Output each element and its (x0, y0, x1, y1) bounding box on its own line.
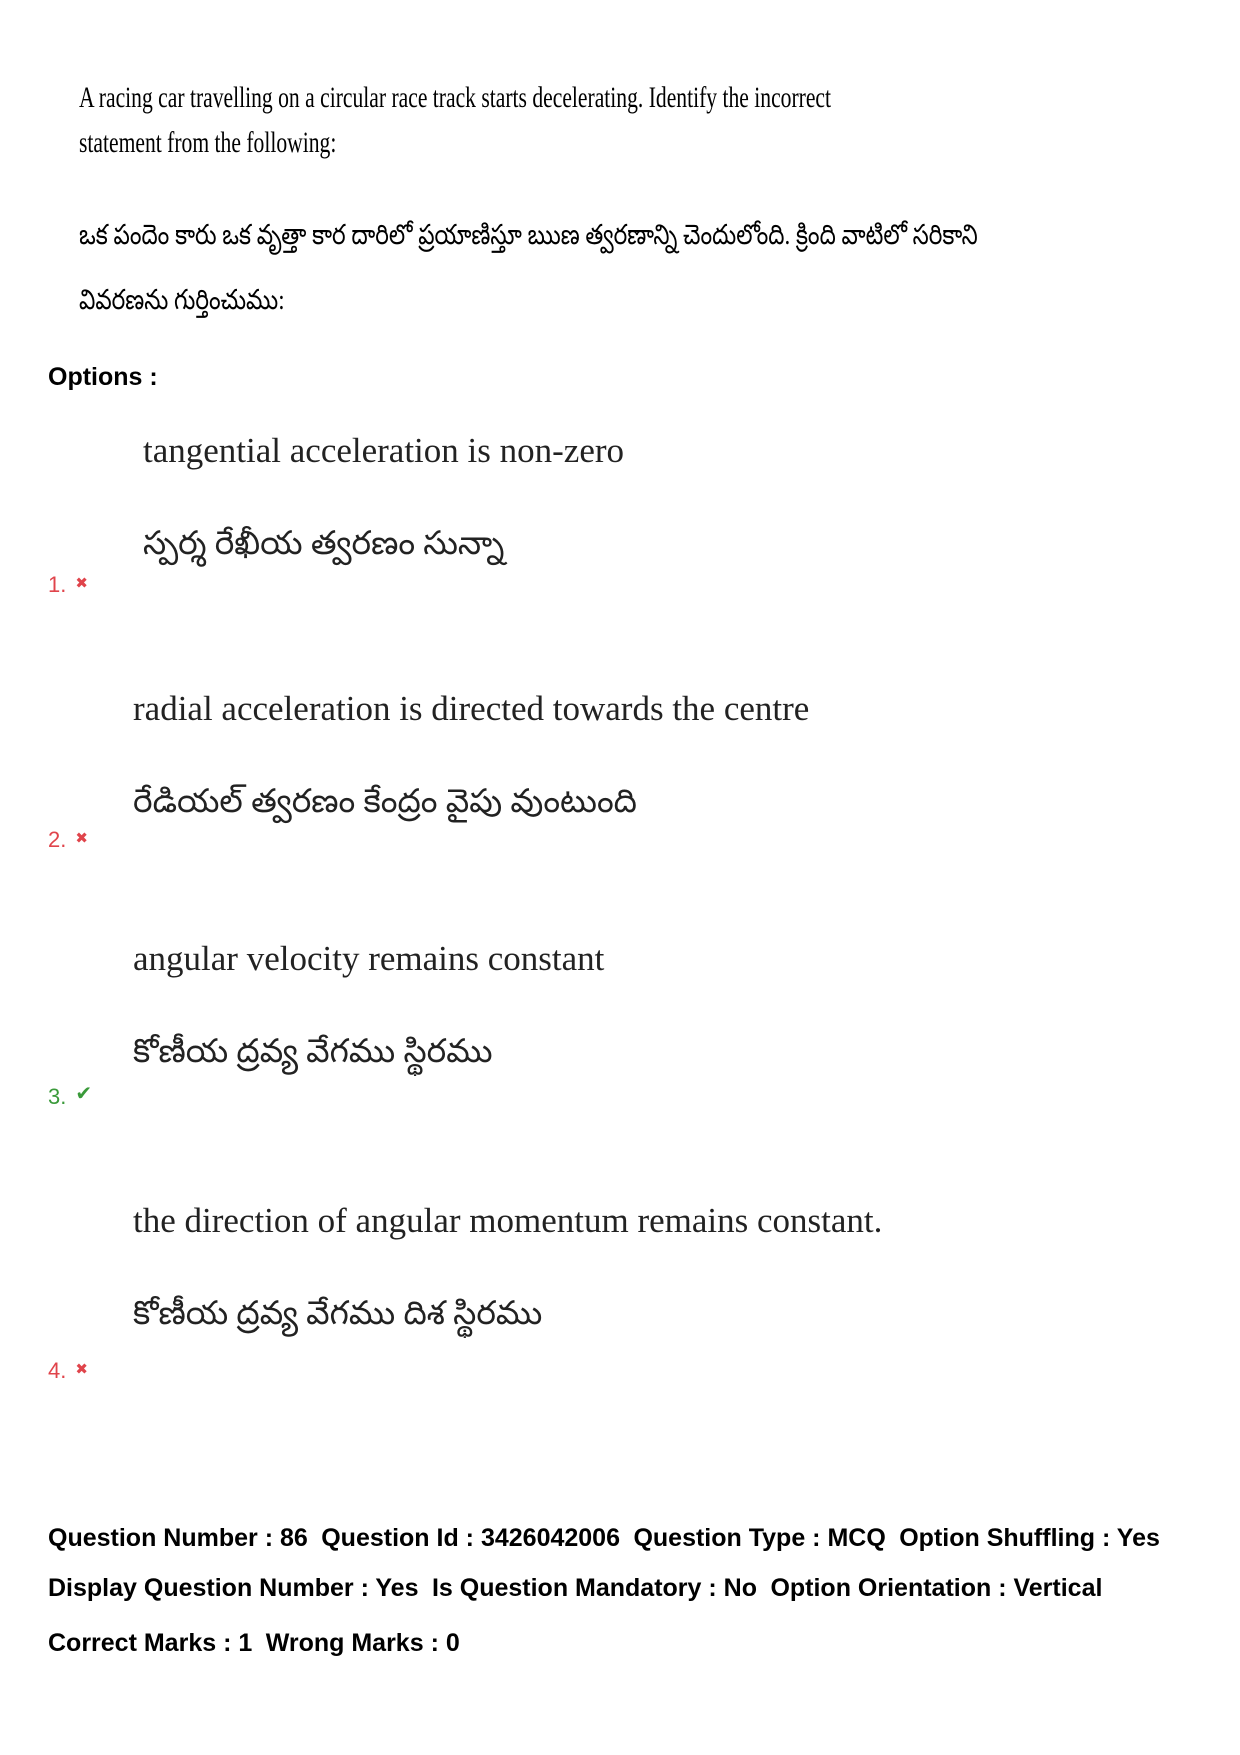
field-separator: : (991, 1574, 1014, 1602)
field-value: 86 (279, 1524, 308, 1552)
cross-icon (75, 567, 88, 598)
option-english-text: tangential acceleration is non-zero (143, 431, 625, 470)
field-separator: : (458, 1524, 481, 1552)
question-english-line-2 (79, 123, 979, 163)
option-english-text: the direction of angular momentum remains constant. (133, 1201, 883, 1240)
option-label (48, 567, 88, 600)
field-label: Question Number (48, 1524, 258, 1552)
option-telugu-text: కోణీయ ద్రవ్య వేగము దిశ స్థిరము (133, 1296, 543, 1332)
options-heading: Options : (48, 363, 158, 391)
is-question-mandatory-field (432, 1574, 757, 1602)
option-2 (0, 688, 1240, 858)
option-orientation-field (770, 1574, 1102, 1602)
field-separator: : (216, 1629, 239, 1657)
field-label: Question Id (321, 1524, 459, 1552)
field-value: Yes (375, 1574, 419, 1602)
option-3 (0, 938, 1240, 1108)
meta-line-2 (48, 1573, 1102, 1603)
field-label: Option Shuffling (899, 1524, 1096, 1552)
question-telugu-text: వివరణను గుర్తించుము: (79, 285, 285, 316)
field-label: Option Orientation (770, 1574, 992, 1602)
question-telugu-line-1 (79, 213, 979, 259)
question-telugu-line-2 (79, 278, 979, 324)
field-separator: : (805, 1524, 828, 1552)
option-label (48, 1353, 88, 1386)
wrong-marks-field (266, 1629, 460, 1657)
meta-line-1 (48, 1523, 1160, 1553)
field-label: Display Question Number (48, 1574, 354, 1602)
field-separator: : (353, 1574, 376, 1602)
question-english-line-1 (79, 78, 979, 118)
field-label: Is Question Mandatory (431, 1574, 702, 1602)
field-value: 3426042006 (480, 1524, 620, 1552)
option-1 (0, 430, 1240, 600)
option-label (48, 822, 88, 855)
option-number: 4. (48, 1358, 67, 1383)
field-separator: : (423, 1629, 446, 1657)
question-number-field (48, 1524, 308, 1552)
question-english-text: statement from the following: (79, 126, 337, 159)
correct-marks-field (48, 1629, 252, 1657)
option-telugu-text: స్పర్శ రేఖీయ త్వరణం సున్నా (143, 526, 505, 562)
field-value: MCQ (827, 1524, 886, 1552)
field-label: Question Type (633, 1524, 806, 1552)
field-value: Yes (1116, 1524, 1160, 1552)
field-value: 0 (445, 1629, 460, 1657)
field-separator: : (1095, 1524, 1117, 1552)
option-number: 2. (48, 827, 67, 852)
field-value: 1 (238, 1629, 253, 1657)
check-icon (75, 1078, 92, 1109)
field-label: Correct Marks (48, 1629, 217, 1657)
option-number: 3. (48, 1084, 67, 1109)
field-value: Vertical (1013, 1574, 1103, 1602)
meta-line-3 (48, 1628, 460, 1658)
option-english-text: angular velocity remains constant (133, 939, 605, 978)
field-separator: : (257, 1524, 280, 1552)
option-shuffling-field (899, 1524, 1160, 1552)
option-number: 1. (48, 572, 67, 597)
display-question-number-field (48, 1574, 419, 1602)
option-english-text: radial acceleration is directed towards the centre (133, 689, 810, 728)
cross-icon (75, 1353, 88, 1384)
option-telugu-text: కోణీయ ద్రవ్య వేగము స్థిరము (133, 1034, 493, 1070)
question-type-field (633, 1524, 885, 1552)
field-separator: : (701, 1574, 724, 1602)
question-telugu-text: ఒక పందెం కారు ఒక వృత్తా కార దారిలో ప్రయాణిస్తూ ఋణ త్వరణాన్ని చెందులోంది. క్రింది వాటిలో సరికాని (79, 220, 978, 251)
option-4 (0, 1200, 1240, 1383)
cross-icon (75, 822, 88, 853)
question-id-field (321, 1524, 620, 1552)
field-label: Wrong Marks (265, 1629, 424, 1657)
field-value: No (723, 1574, 757, 1602)
option-label (48, 1078, 92, 1112)
question-english-text: A racing car travelling on a circular race track starts decelerating. Identify the incorrect (79, 81, 832, 114)
option-telugu-text: రేడియల్ త్వరణం కేంద్రం వైపు వుంటుంది (133, 784, 637, 820)
